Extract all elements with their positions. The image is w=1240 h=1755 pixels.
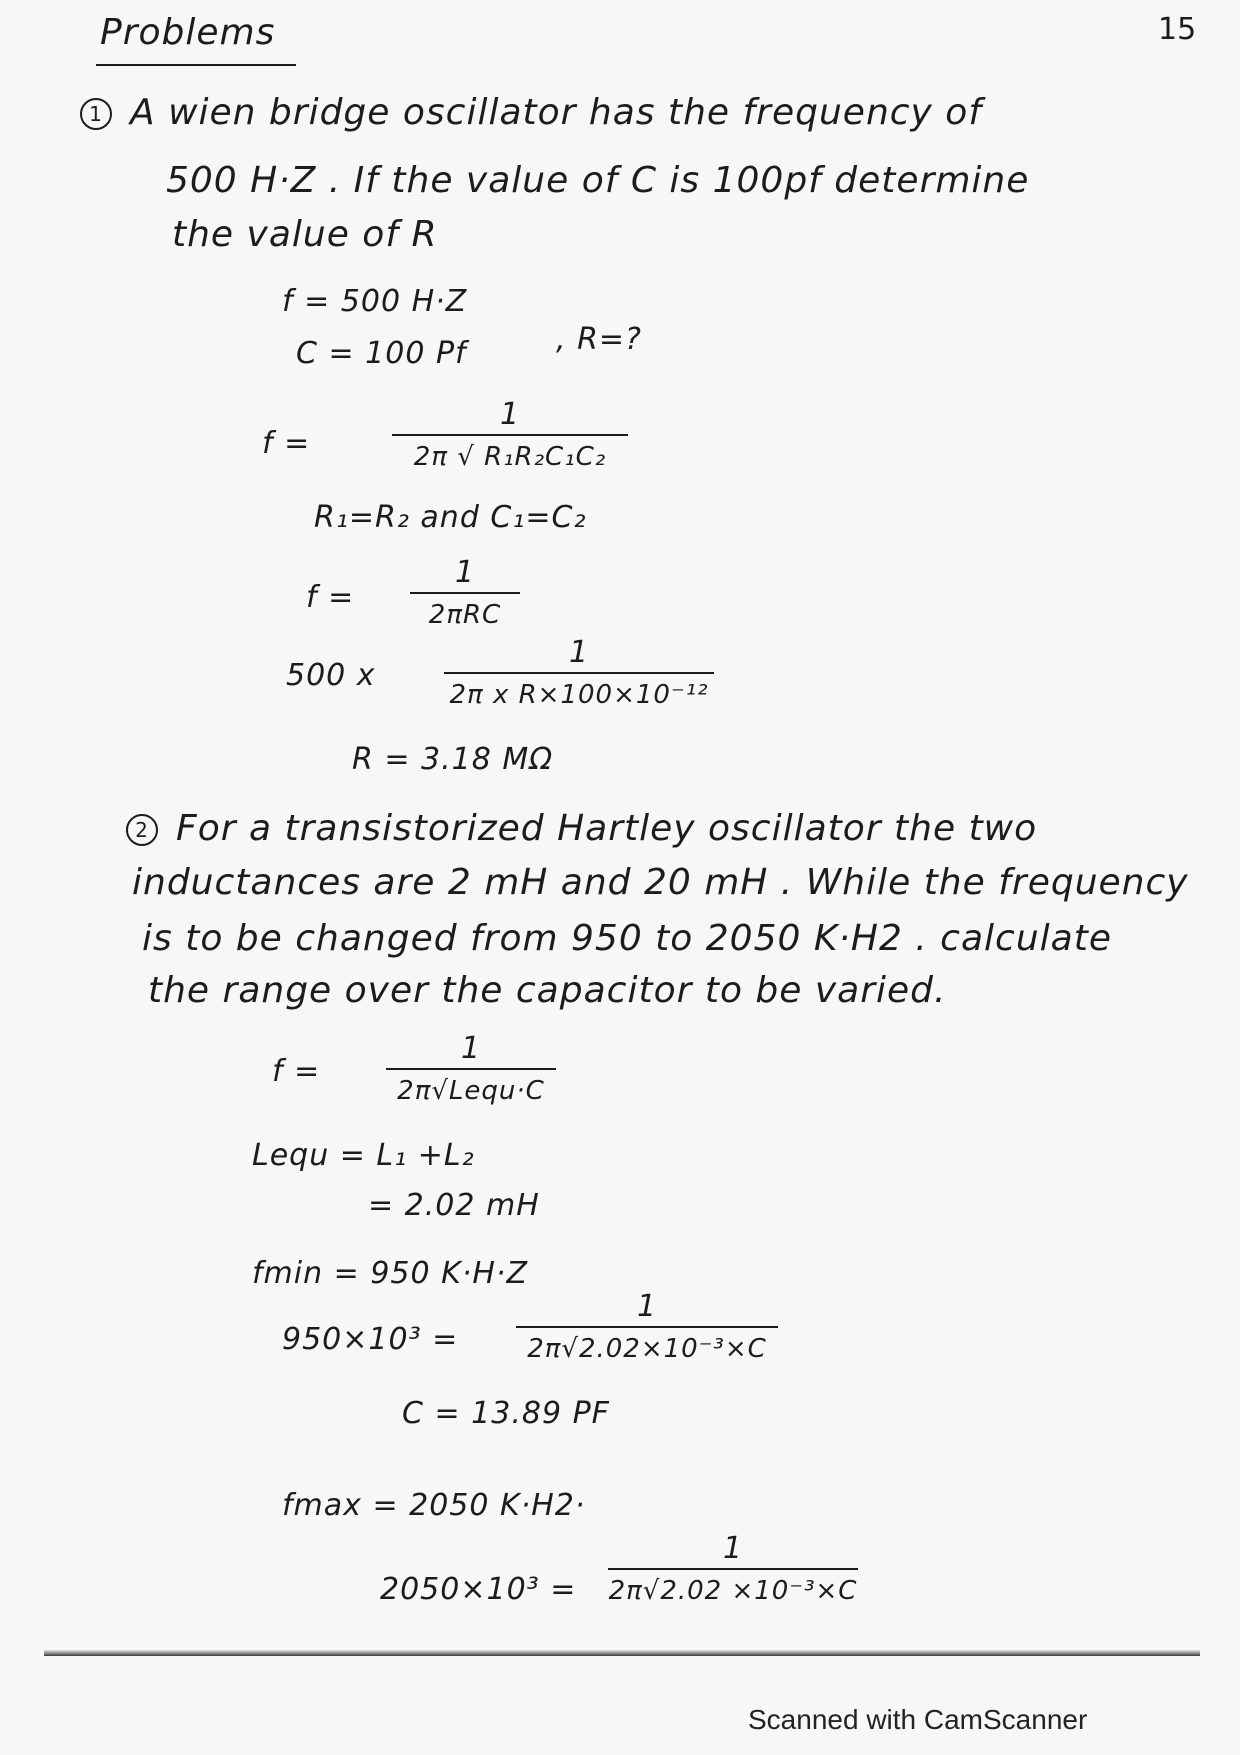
formula2-denominator: 2πRC [428,600,502,630]
substitution-lhs: 500 x [286,658,376,693]
problem2-number: 2 [126,814,158,846]
formula2-numerator: 1 [454,555,476,590]
fmax-equation-bar [608,1568,858,1570]
fmax-equation-fraction [608,1532,858,1606]
maximum-frequency: fmax = 2050 K·H2· [282,1488,586,1523]
problem2-line1 [126,808,1037,849]
heading-underline [96,64,296,66]
substitution-bar [444,672,714,674]
formula2-fraction [410,556,520,630]
formula1-numerator: 1 [499,397,521,432]
given-capacitance: C = 100 Pf [296,336,467,371]
formula2-lhs: f = [306,580,355,615]
page-heading: Problems [100,12,276,53]
given-frequency: f = 500 H·Z [282,284,468,319]
fmax-equation-denominator: 2π√2.02 ×10⁻³×C [608,1576,858,1606]
fmax-equation-lhs: 2050×10³ = [380,1572,577,1607]
fmax-equation-numerator: 1 [722,1531,744,1566]
problem2-formula-bar [386,1068,556,1070]
problem1-number: 1 [80,98,112,130]
formula1-lhs: f = [262,426,311,461]
fmin-equation-denominator: 2π√2.02×10⁻³×C [527,1334,767,1364]
formula1-denominator: 2π √ R₁R₂C₁C₂ [413,442,607,472]
problem2-text-1: For a transistorized Hartley oscillator the two [176,808,1038,849]
fmin-equation-bar [516,1326,778,1328]
problem1-line2: 500 H·Z . If the value of C is 100pf determine [166,160,1030,201]
substitution-numerator: 1 [568,635,590,670]
problem2-line2: inductances are 2 mH and 20 mH . While the frequency [132,862,1189,903]
capacitance-result: C = 13.89 PF [402,1396,610,1431]
substitution-fraction [444,636,714,710]
problem2-formula-fraction [386,1032,556,1106]
minimum-frequency: fmin = 950 K·H·Z [252,1256,528,1291]
problem2-line3: is to be changed from 950 to 2050 K·H2 . calculate [142,918,1112,959]
problem2-formula-denominator: 2π√Lequ·C [397,1076,545,1106]
page-bottom-edge [44,1650,1200,1656]
fmin-equation-numerator: 1 [636,1289,658,1324]
problem1-line3: the value of R [172,214,438,255]
problem1-line1 [80,92,982,133]
problem2-formula-lhs: f = [272,1054,321,1089]
unknown-resistance: , R=? [556,322,642,357]
problem1-text-1: A wien bridge oscillator has the frequency of [130,92,982,133]
scanner-watermark: Scanned with CamScanner [748,1704,1088,1735]
problem2-line4: the range over the capacitor to be varied. [148,970,947,1011]
equivalent-inductance-value: = 2.02 mH [368,1188,540,1223]
page-number: 15 [1158,12,1197,47]
formula1-fraction [392,398,628,472]
problem1-result: R = 3.18 MΩ [352,742,554,777]
fmin-equation-fraction [516,1290,778,1364]
equal-components-condition: R₁=R₂ and C₁=C₂ [314,500,587,535]
equivalent-inductance: Lequ = L₁ +L₂ [252,1138,475,1173]
fmin-equation-lhs: 950×10³ = [282,1322,459,1357]
problem2-formula-numerator: 1 [460,1031,482,1066]
substitution-denominator: 2π x R×100×10⁻¹² [449,680,709,710]
formula1-bar [392,434,628,436]
formula2-bar [410,592,520,594]
